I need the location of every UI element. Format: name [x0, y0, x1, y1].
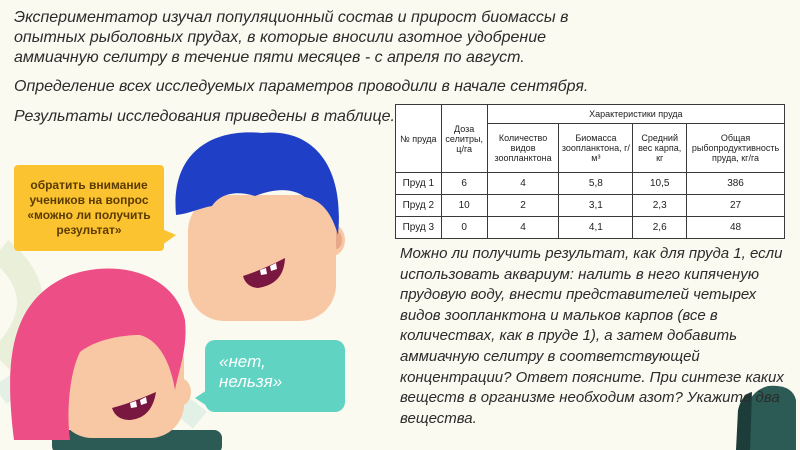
question-text: Можно ли получить результат, как для пруда 1, если использовать аквариум: налить в него кипяченую прудовую воду, внести представителей четырех видов зоопланктона и мальков карпов (все в количествах, как в пруде 1), а затем добавить аммиачную селитру в соответствующей концентрации? Ответ поясните. При синтезе каких веществ в организме необходим азот? Укажите два вещества. — [400, 245, 784, 427]
bubble-tail — [195, 390, 207, 406]
header-weight: Средний вес карпа, кг — [633, 124, 687, 173]
cell-pond: Пруд 2 — [396, 195, 442, 217]
header-dose: Доза селитры, ц/га — [441, 105, 487, 173]
teacher-note — [14, 165, 164, 251]
cell-biomass: 3,1 — [559, 195, 633, 217]
results-table — [395, 104, 785, 239]
timing-text: Определение всех исследуемых параметров проводили в начале сентября. — [14, 78, 589, 95]
table-row — [396, 173, 785, 195]
cell-dose: 10 — [441, 195, 487, 217]
cell-species: 4 — [487, 173, 559, 195]
header-group: Характеристики пруда — [487, 105, 784, 124]
answer-bubble — [205, 340, 345, 412]
cell-species: 2 — [487, 195, 559, 217]
boy-character — [175, 132, 345, 321]
cell-pond: Пруд 3 — [396, 217, 442, 239]
table-row — [396, 195, 785, 217]
cell-pond: Пруд 1 — [396, 173, 442, 195]
cell-dose: 0 — [441, 217, 487, 239]
note-tail — [162, 229, 176, 245]
cell-species: 4 — [487, 217, 559, 239]
results-intro-text: Результаты исследования приведены в таблице. — [14, 108, 395, 125]
cell-dose: 6 — [441, 173, 487, 195]
cell-weight: 2,3 — [633, 195, 687, 217]
cell-productivity: 27 — [687, 195, 785, 217]
cell-weight: 2,6 — [633, 217, 687, 239]
header-pond: № пруда — [396, 105, 442, 173]
cell-productivity: 48 — [687, 217, 785, 239]
cell-weight: 10,5 — [633, 173, 687, 195]
boy-face — [188, 195, 336, 321]
answer-text: «нет, нельзя» — [219, 352, 283, 391]
header-productivity: Общая рыбопродуктивность пруда, кг/га — [687, 124, 785, 173]
header-biomass: Биомасса зоопланктона, г/м³ — [559, 124, 633, 173]
teacher-note-text: обратить внимание учеников на вопрос «можно ли получить результат» — [27, 178, 151, 237]
cell-biomass: 4,1 — [559, 217, 633, 239]
cell-biomass: 5,8 — [559, 173, 633, 195]
cell-productivity: 386 — [687, 173, 785, 195]
table-row — [396, 217, 785, 239]
intro-text: Экспериментатор изучал популяционный состав и прирост биомассы в опытных рыболовных прудах, в которые вносили азотное удобрение аммиачную селитру в течение пяти месяцев - с апреля по август. — [14, 9, 569, 66]
header-species: Количество видов зоопланктона — [487, 124, 559, 173]
